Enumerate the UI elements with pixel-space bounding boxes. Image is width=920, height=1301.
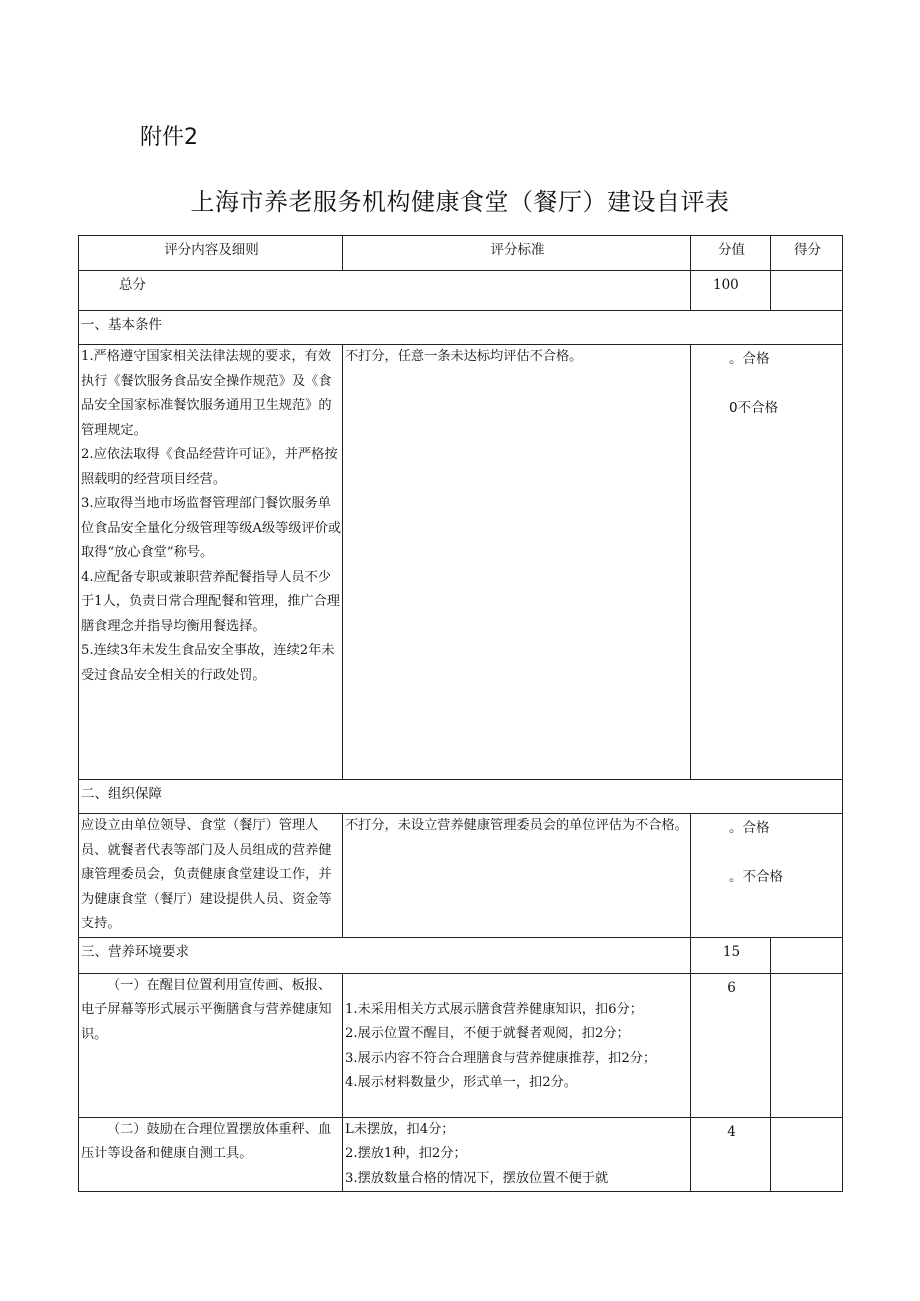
section3-title: 三、营养环境要求 — [79, 937, 691, 973]
attachment-label: 附件2 — [140, 125, 198, 150]
criteria-line: 2.摆放1种，扣2分； — [345, 1146, 467, 1161]
criteria-line: 4.展示材料数量少，形式单一，扣2分。 — [345, 1075, 577, 1090]
section1-item: 5.连续3年未发生食品安全事故，连续2年未受过食品安全相关的行政处罚。 — [81, 643, 335, 683]
pass-option: 。合格 — [729, 820, 770, 836]
section3-item1-criteria — [343, 973, 691, 1117]
section3-item2-content: （二）鼓励在合理位置摆放体重秤、血压计等设备和健康自测工具。 — [79, 1117, 343, 1192]
total-score: 100 — [691, 271, 771, 311]
section3-item2-got-cell — [771, 1117, 843, 1192]
header-content: 评分内容及细则 — [79, 236, 343, 271]
section1-item: 4.应配备专职或兼职营养配餐指导人员不少于1人，负责日常合理配餐和管理，推广合理膳食理念并指导均衡用餐选择。 — [81, 569, 340, 634]
criteria-line: L未摆放，扣4分； — [345, 1121, 455, 1137]
evaluation-table — [78, 235, 843, 1192]
section3-score: 15 — [691, 937, 771, 973]
total-row — [79, 271, 843, 311]
section2-row — [79, 814, 843, 938]
page-title: 上海市养老服务机构健康食堂（餐厅）建设自评表 — [190, 188, 730, 216]
section1-item: 2.应依法取得《食品经营许可证》，并严格按照载明的经营项目经营。 — [81, 447, 338, 487]
section2-title-row — [79, 780, 843, 814]
section1-item: 3.应取得当地市场监督管理部门餐饮服务单位食品安全量化分级管理等级A级等级评价或取得“放心食堂”称号。 — [81, 496, 342, 560]
criteria-line: 2.展示位置不醒目，不便于就餐者观阅，扣2分； — [345, 1026, 630, 1041]
section1-title-row — [79, 311, 843, 345]
section1-grade — [691, 345, 843, 780]
total-got-cell — [771, 271, 843, 311]
section1-item: 1.严格遵守国家相关法律法规的要求，有效执行《餐饮服务食品安全操作规范》及《食品安全国家标准餐饮服务通用卫生规范》的管理规定。 — [81, 349, 332, 438]
section3-got-cell — [771, 937, 843, 973]
section2-grade — [691, 814, 843, 938]
section3-item1-row — [79, 973, 843, 1117]
header-score: 分值 — [691, 236, 771, 271]
section1-title: 一、基本条件 — [79, 311, 843, 345]
section2-content: 应设立由单位领导、食堂（餐厅）管理人员、就餐者代表等部门及人员组成的营养健康管理委员会，负责健康食堂建设工作，并为健康食堂（餐厅）建设提供人员、资金等支持。 — [79, 814, 343, 938]
section3-item1-content: （一）在醒目位置利用宣传画、板报、电子屏幕等形式展示平衡膳食与营养健康知识。 — [79, 973, 343, 1117]
section1-content — [79, 345, 343, 780]
section3-item2-score: 4 — [691, 1117, 771, 1192]
header-got: 得分 — [771, 236, 843, 271]
section2-title: 二、组织保障 — [79, 780, 843, 814]
section2-standard: 不打分，未设立营养健康管理委员会的单位评估为不合格。 — [343, 814, 691, 938]
total-label: 总分 — [79, 271, 691, 311]
criteria-line: 3.展示内容不符合合理膳食与营养健康推荐，扣2分； — [345, 1050, 657, 1066]
section1-row — [79, 345, 843, 780]
criteria-line: 3.摆放数量合格的情况下，摆放位置不便于就 — [345, 1170, 609, 1186]
section3-item2-criteria — [343, 1117, 691, 1192]
section3-item2-row — [79, 1117, 843, 1192]
pass-option: 。合格 — [729, 351, 770, 367]
fail-option: 0不合格 — [729, 400, 779, 416]
fail-option: 。不合格 — [729, 869, 783, 885]
section3-title-row — [79, 937, 843, 973]
section3-item1-got-cell — [771, 973, 843, 1117]
criteria-line: 1.未采用相关方式展示膳食营养健康知识，扣6分； — [345, 1001, 643, 1017]
header-row — [79, 236, 843, 271]
header-standard: 评分标准 — [343, 236, 691, 271]
section1-standard: 不打分，任意一条未达标均评估不合格。 — [343, 345, 691, 780]
section3-item1-score: 6 — [691, 973, 771, 1117]
